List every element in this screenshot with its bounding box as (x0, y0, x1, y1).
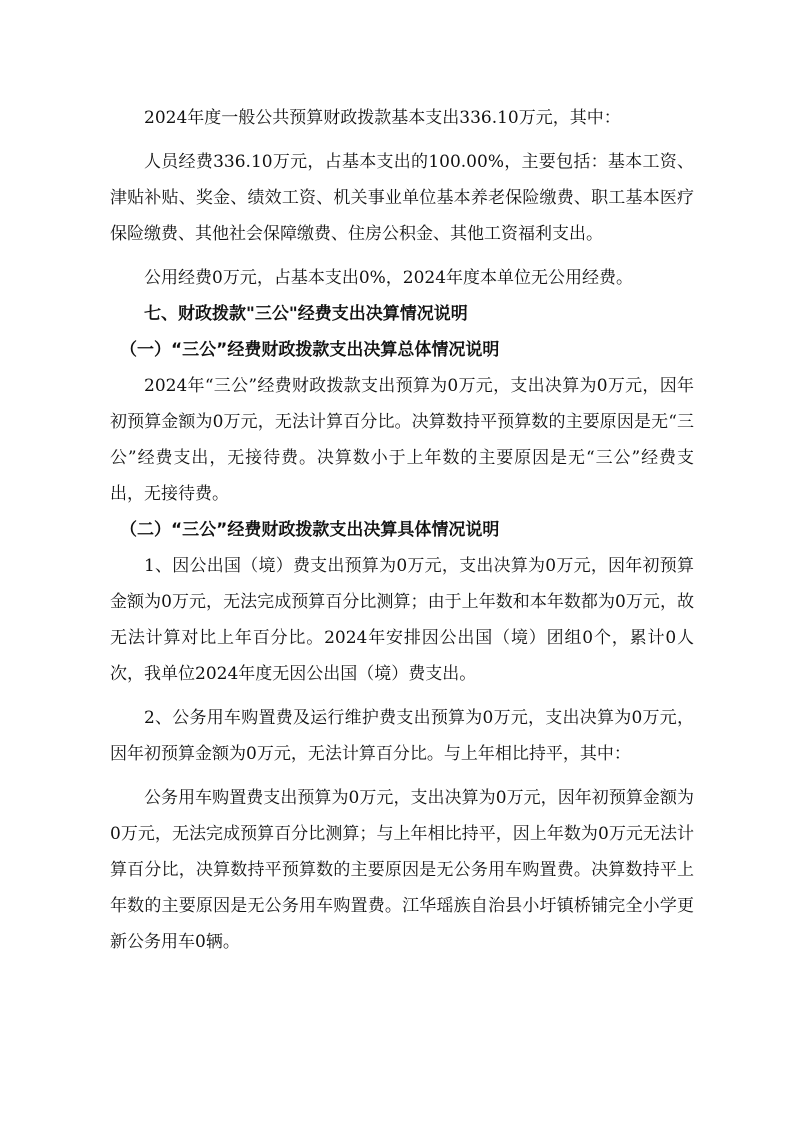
document-body (110, 100, 694, 960)
paragraph-overall-explanation: 2024年“三公”经费财政拨款支出预算为0万元，支出决算为0万元，因年初预算金额为0万元，无法计算百分比。决算数持平预算数的主要原因是无“三公”经费支出，无接待费。决算数小于上年数的主要原因是无“三公”经费支出，无接待费。 (110, 376, 694, 504)
paragraph-vehicle-purchase: 公务用车购置费支出预算为0万元，支出决算为0万元，因年初预算金额为0万元，无法完成预算百分比测算；与上年相比持平，因上年数为0万元无法计算百分比，决算数持平预算数的主要原因是无公务用车购置费。决算数持平上年数的主要原因是无公务用车购置费。江华瑶族自治县小圩镇桥铺完全小学更新公务用车0辆。 (110, 788, 694, 952)
section-title-three-public: 七、财政拨款"三公"经费支出决算情况说明 (144, 304, 468, 324)
paragraph-personnel-expenses: 人员经费336.10万元，占基本支出的100.00%，主要包括：基本工资、津贴补贴、奖金、绩效工资、机关事业单位基本养老保险缴费、职工基本医疗保险缴费、其他社会保障缴费、住房公积金、其他工资福利支出。 (110, 152, 694, 244)
paragraph-overseas-travel: 1、因公出国（境）费支出预算为0万元，支出决算为0万元，因年初预算金额为0万元，无法完成预算百分比测算；由于上年数和本年数都为0万元，故无法计算对比上年百分比。2024年安排因公出国（境）团组0个，累计0人次，我单位2024年度无因公出国（境）费支出。 (110, 556, 694, 684)
subsection-title-specific: （二）“三公”经费财政拨款支出决算具体情况说明 (120, 520, 500, 540)
paragraph-vehicle-expenses: 2、公务用车购置费及运行维护费支出预算为0万元，支出决算为0万元，因年初预算金额为0万元，无法计算百分比。与上年相比持平，其中： (110, 708, 694, 764)
subsection-title-overall: （一）“三公”经费财政拨款支出决算总体情况说明 (120, 340, 500, 360)
paragraph-public-expenses: 公用经费0万元，占基本支出0%，2024年度本单位无公用经费。 (144, 268, 634, 288)
paragraph-basic-expenditure: 2024年度一般公共预算财政拨款基本支出336.10万元，其中： (144, 108, 621, 128)
